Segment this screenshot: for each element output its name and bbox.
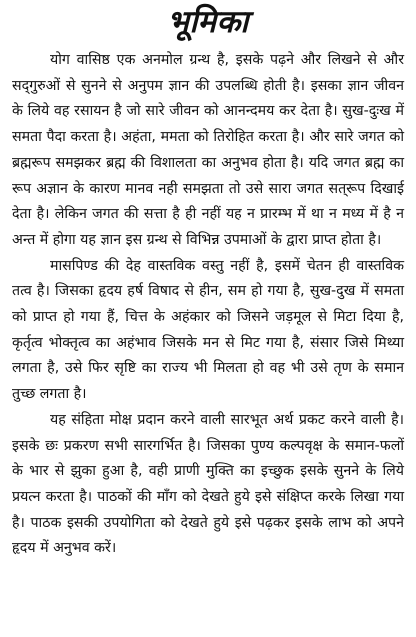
paragraph-3: यह संहिता मोक्ष प्रदान करने वाली सारभूत अर्थ प्रकट करने वाली है। इसके छः प्रकरण सभी सारगर्भित है। जिसका पुण्य कल्पवृक्ष के समान-फलों के भार से झुका हुआ है, वही प्राणी मुक्ति का इच्छुक इसके सुनने के लिये प्रयत्न करता है। पाठकों की माँग को देखते हुये इसे संक्षिप्त करके लिखा गया है। पाठक इसकी उपयोगिता को देखते हुये इसे पढ़कर इसके लाभ को अपने हृदय में अनुभव करें। bbox=[12, 411, 404, 557]
paragraph-1: योग वासिष्ठ एक अनमोल ग्रन्थ है, इसके पढ़ने और लिखने से और सद्‌गुरुओं से सुनने से अनुपम ज्ञान की उपलब्धि होती है। इसका ज्ञान जीवन के लिये वह रसायन है जो सारे जीवन को आनन्दमय कर देता है। सुख-दुःख में समता पैदा करता है। अहंता, ममता को तिरोहित करता है। और सारे जगत को ब्रह्मरूप समझकर ब्रह्म की विशालता का अनुभव होता है। यदि जगत ब्रह्म का रूप अज्ञान के कारण मानव नही समझता तो उसे सारा जगत सत्‌रूप दिखाई देता है। लेकिन जगत की सत्ता है ही नहीं यह न प्रारम्भ में था न मध्य में है न अन्त में होगा यह ज्ञान इस ग्रन्थ से विभिन्न उपमाओं के द्वारा प्राप्त होता है। bbox=[12, 52, 404, 248]
page-title: भूमिका bbox=[167, 4, 249, 40]
paragraph-2: मासपिण्ड की देह वास्तविक वस्तु नहीं है, इसमें चेतन ही वास्तविक तत्व है। जिसका हृदय हर्ष विषाद से हीन, सम हो गया है, सुख-दुख में समता को प्राप्त हो गया हैं, चित्त के अहंकार को जिसने जड़मूल से मिटा दिया है, कृर्तृत्व भोक्तृत्व का अहंभाव जिसके मन से मिट गया है, संसार जिसे मिथ्या लगता है, उसे फिर सृष्टि का राज्य भी मिलता हो वह भी उसे तृण के समान तुच्छ लगता है। bbox=[12, 257, 404, 403]
